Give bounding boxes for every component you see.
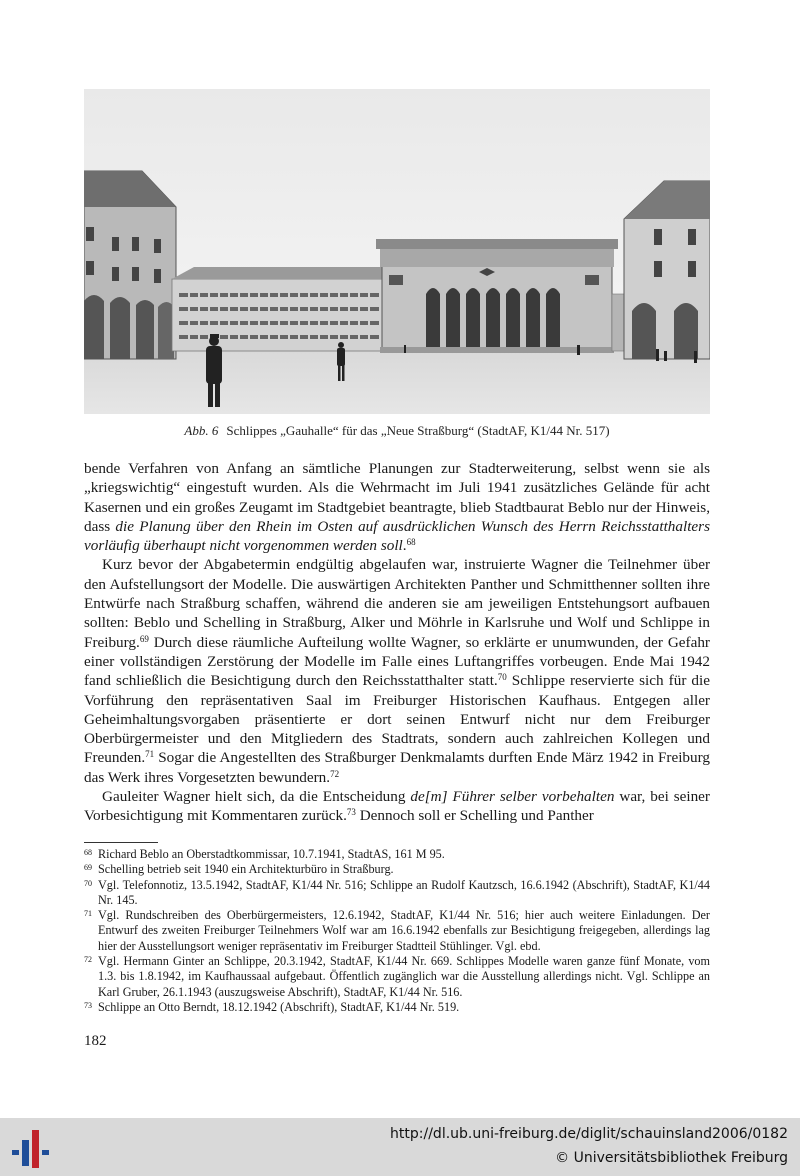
footnote-ref[interactable]: 68: [406, 537, 416, 548]
architectural-drawing: [84, 89, 710, 414]
footnote-number: 71: [84, 909, 92, 919]
text-run: war, bei seiner Vorbesichtigung mit Kommentaren zurück.: [84, 788, 710, 825]
footnote: [84, 862, 710, 877]
footnote-number: 70: [84, 878, 92, 888]
text-run: bende Verfahren von Anfang an sämtliche Planungen zur Stadterweiterung, selbst wenn sie als „kriegswichtig“ eingestuft wurden. Als die Wehrmacht im Juli 1941 zusätzliches Gelände für acht Kasernen und ein großes Zeugamt im Stadtgebiet beantragte, blieb Stadtbaurat Beblo nur der Hinweis, dass: [84, 460, 710, 535]
footnote-ref[interactable]: 69: [139, 633, 149, 644]
footnote: [84, 1000, 710, 1015]
footnote-text: Vgl. Rundschreiben des Oberbürgermeisters, 12.6.1942, StadtAF, K1/44 Nr. 516; hier auch weitere Einladungen. Der Entwurf des zweiten Freiburger Teilnehmers Wolf war am 16.6.1942 ebenfalls zur Besichtigung freigegeben, allerdings lag hier der Ausstellungsort weniger repräsentativ im Freiburger Stadtteil Stühlinger. Vgl. ebd.: [98, 908, 710, 953]
footnote-text: Schlippe an Otto Berndt, 18.12.1942 (Abschrift), StadtAF, K1/44 Nr. 519.: [98, 999, 460, 1014]
text-run: Gauleiter Wagner hielt sich, da die Entscheidung: [102, 788, 411, 806]
figure-label: Abb. 6: [184, 423, 219, 438]
figure-image: [84, 89, 710, 414]
footnotes: [84, 847, 710, 1015]
text-run: Kurz bevor der Abgabetermin endgültig abgelaufen war, instruierte Wagner die Teilnehmer über den Aufstellungsort der Modelle. Die auswärtigen Architekten Panther und Schmitthenner sollten ihre Entwürfe nach Straßburg schaffen, während die anderen sie am jeweiligen Entstehungsort aufbauen sollten: Beblo und Schelling in Straßburg, Alker und Möhrle in Karlsruhe und Wolf und Schlippe in Freiburg.: [84, 556, 710, 651]
paragraph: [84, 787, 710, 826]
paragraph: [84, 555, 710, 787]
footnote: [84, 954, 710, 1000]
text-run: .: [402, 537, 407, 555]
footnote-text: Vgl. Telefonnotiz, 13.5.1942, StadtAF, K1/44 Nr. 516; Schlippe an Rudolf Kautzsch, 16.6.1942 (Abschrift), StadtAF, K1/44 Nr. 145.: [98, 877, 710, 907]
footnote-text: Vgl. Hermann Ginter an Schlippe, 20.3.1942, StadtAF, K1/44 Nr. 669. Schlippes Modelle waren ganze fünf Monate, vom 1.3. bis 1.8.1942, im Kaufhaussaal aufgebaut. Öffentlich zugänglich war die Ausstellung allerdings nicht. Vgl. Schlippe an Karl Gruber, 26.1.1943 (auszugsweise Abschrift), StadtAF, K1/44 Nr. 516.: [98, 954, 710, 999]
text-run: Schlippe reservierte sich für die Vorführung den repräsentativen Saal im Freiburger Historischen Kaufhaus. Entgegen aller Geheimhaltungsvorgaben präsentierte er dort seinen Entwurf nicht nur dem Freiburger Oberbürgermeister und den Mitgliedern des Stadtrats, sondern auch zahlreichen Kollegen und Freunden.: [84, 672, 710, 767]
figure-caption-text: Schlippes „Gauhalle“ für das „Neue Straßburg“ (StadtAF, K1/44 Nr. 517): [226, 423, 610, 438]
emphasis-text: die Planung über den Rhein im Osten auf ausdrücklichen Wunsch des Herrn Reichsstatthalters vorläufig überhaupt nicht vorgenommen werden soll: [84, 517, 710, 555]
footnote: [84, 878, 710, 909]
footnote-number: 72: [84, 955, 92, 965]
footnote-ref[interactable]: 72: [330, 768, 340, 779]
footnote-divider: [84, 842, 158, 843]
body-text: [84, 459, 710, 826]
figure-caption: [84, 423, 710, 439]
footnote-number: 73: [84, 1000, 92, 1010]
text-run: Sogar die Angestellten des Straßburger Denkmalamts durften Ende März 1942 in Freiburg das Werk ihres Vorgesetzten bewundern.: [84, 749, 710, 786]
page-number: 182: [84, 1033, 107, 1049]
footnote-text: Richard Beblo an Oberstadtkommissar, 10.7.1941, StadtAS, 161 M 95.: [98, 847, 445, 861]
footnote-ref[interactable]: 71: [145, 749, 155, 760]
footnote: [84, 847, 710, 862]
emphasis-text: de[m] Führer selber vorbehalten: [410, 788, 615, 806]
paragraph: [84, 459, 710, 555]
footnote-ref[interactable]: 73: [346, 807, 356, 818]
text-run: Durch diese räumliche Aufteilung wollte Wagner, so erklärte er unumwunden, der Gefahr einer vollständigen Zerstörung der Modelle im Falle eines Luftangriffes vorbeugen. Ende Mai 1942 fand schließlich die Besichtigung durch den Reichsstatthalter statt.: [84, 633, 710, 690]
footnote: [84, 908, 710, 954]
ub-freiburg-logo-icon: [10, 1126, 52, 1170]
footnote-ref[interactable]: 70: [497, 672, 507, 683]
text-run: Dennoch soll er Schelling und Panther: [355, 807, 594, 825]
footnote-number: 68: [84, 848, 92, 857]
footnote-text: Schelling betrieb seit 1940 ein Architekturbüro in Straßburg.: [98, 862, 394, 877]
copyright-text: © Universitätsbibliothek Freiburg: [555, 1150, 788, 1166]
footnote-number: 69: [84, 863, 92, 873]
source-url-link[interactable]: http://dl.ub.uni-freiburg.de/diglit/schauinsland2006/0182: [390, 1126, 788, 1142]
footer-bar: [0, 1118, 800, 1176]
